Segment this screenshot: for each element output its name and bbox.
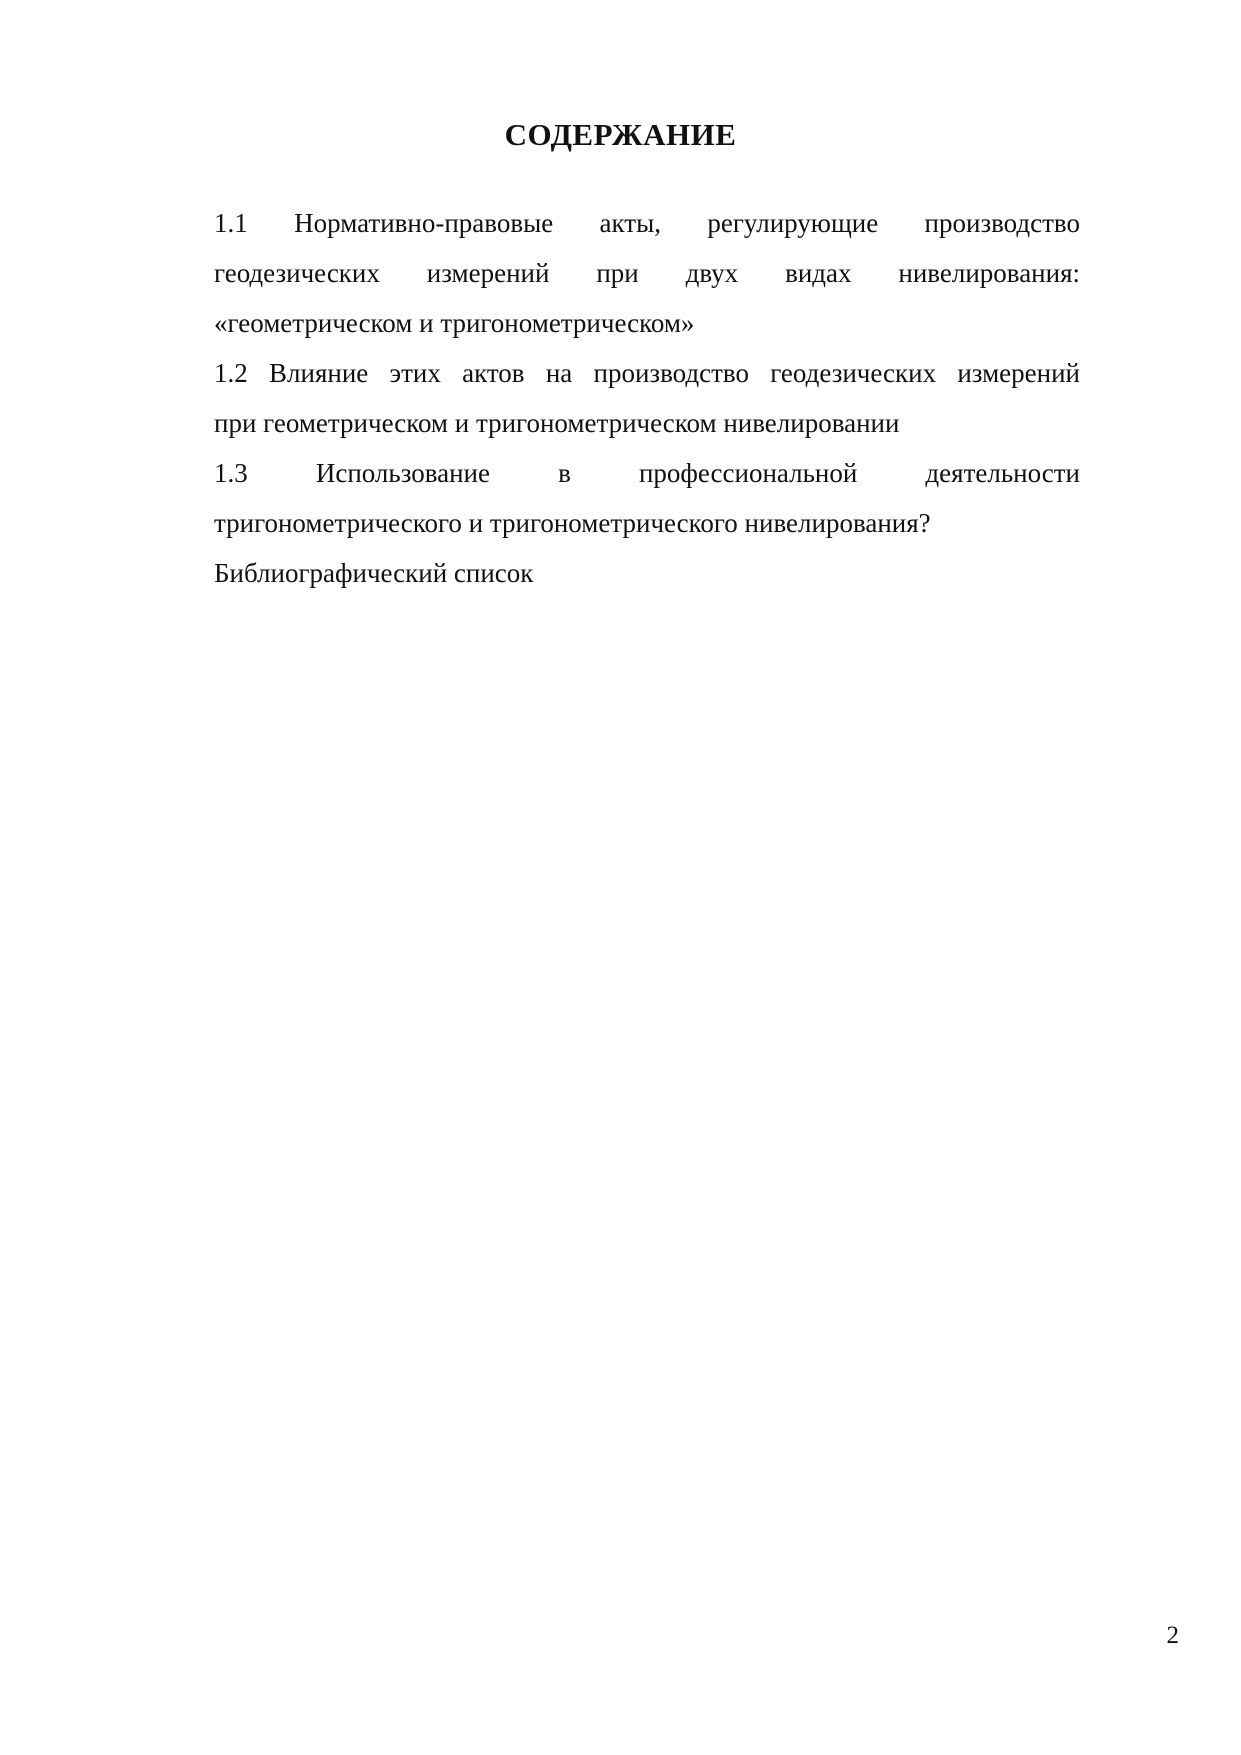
toc-entry-line: тригонометрического и тригонометрического нивелирования? <box>214 508 931 538</box>
toc-entry-1-3[interactable] <box>214 448 1080 548</box>
page-title: СОДЕРЖАНИЕ <box>504 117 737 152</box>
toc-entry-line: 1.1 Нормативно-правовые акты, регулирующие производство <box>214 208 1080 238</box>
toc-entry-line: «геометрическом и тригонометрическом» <box>214 308 695 338</box>
footer-page-number: 2 <box>1166 1622 1179 1649</box>
toc-entry-line: геодезических измерений при двух видах нивелирования: <box>214 258 1080 288</box>
toc-entry-line: 1.2 Влияние этих актов на производство геодезических измерений <box>214 358 1080 388</box>
toc-entry-line: Библиографический список <box>214 558 534 588</box>
toc-entry-1-2[interactable] <box>214 348 1080 448</box>
toc-entry-line: 1.3 Использование в профессиональной деятельности <box>214 458 1080 488</box>
toc-entry-line: при геометрическом и тригонометрическом нивелировании <box>214 408 900 438</box>
toc-entry-1-1[interactable] <box>214 198 1080 348</box>
toc-entry-bibliography[interactable] <box>214 548 1080 598</box>
